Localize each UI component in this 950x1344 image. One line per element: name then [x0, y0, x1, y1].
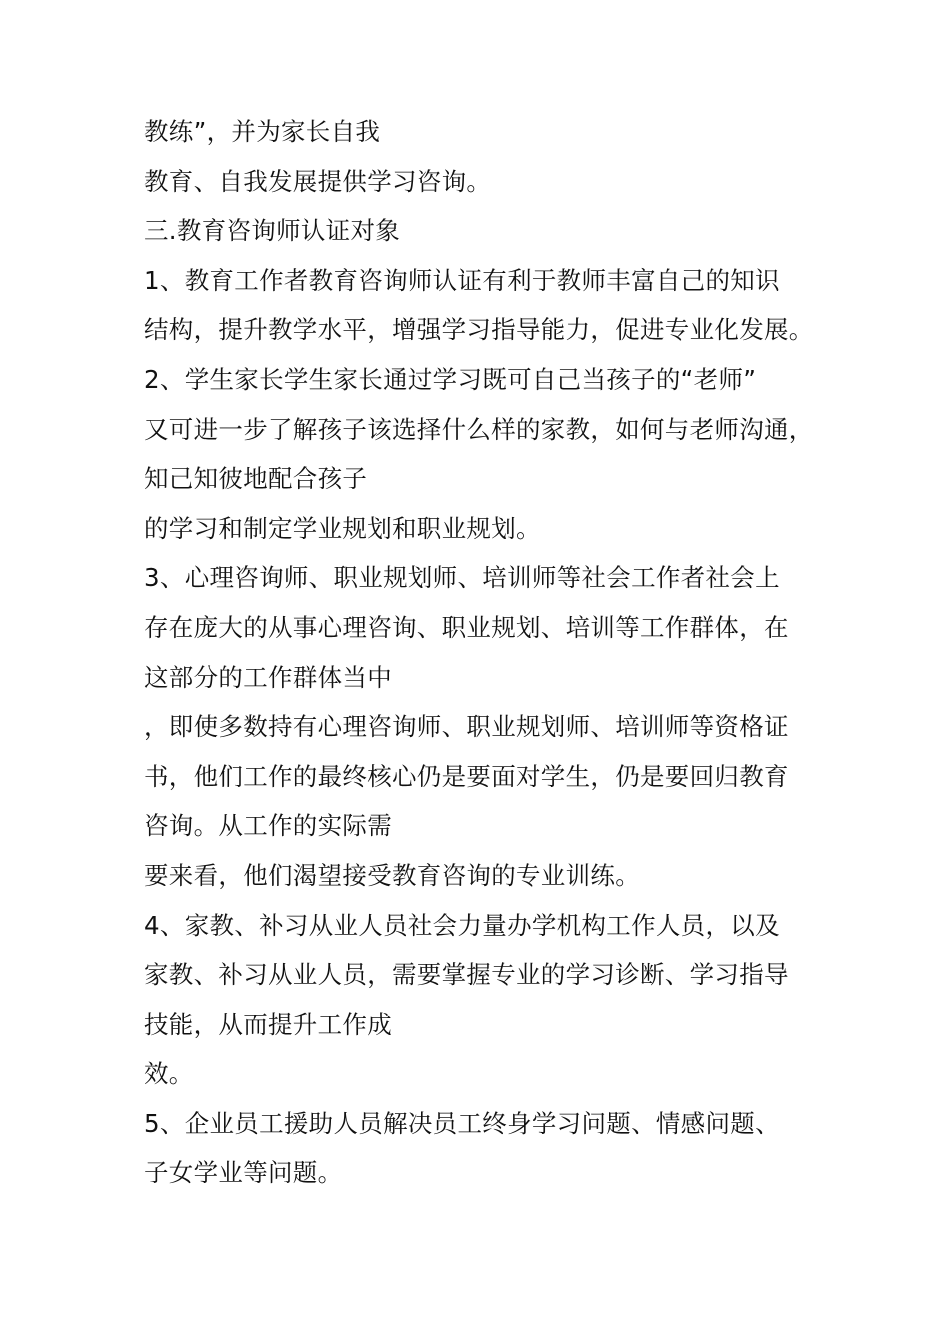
text-line: 知己知彼地配合孩子 [144, 464, 368, 494]
text-line: 2、学生家长学生家长通过学习既可自己当孩子的“老师” [144, 364, 757, 394]
text-line: 教育、自我发展提供学习咨询。 [144, 166, 492, 196]
text-line: 5、企业员工援助人员解决员工终身学习问题、情感问题、 [144, 1108, 780, 1138]
text-line: ，即使多数持有心理咨询师、职业规划师、培训师等资格证 [144, 712, 789, 742]
text-line: 这部分的工作群体当中 [144, 662, 392, 692]
text-line: 教练”，并为家长自我 [144, 117, 381, 146]
text-line: 子女学业等问题。 [144, 1158, 343, 1188]
text-line: 咨询。从工作的实际需 [144, 811, 392, 841]
text-line: 又可进一步了解孩子该选择什么样的家教，如何与老师沟通， [144, 414, 814, 444]
text-line: 技能，从而提升工作成 [144, 1009, 392, 1039]
section-heading: 三.教育咨询师认证对象 [144, 216, 401, 246]
text-line: 的学习和制定学业规划和职业规划。 [144, 513, 541, 543]
document-body [144, 107, 834, 1198]
text-line: 存在庞大的从事心理咨询、职业规划、培训等工作群体，在 [144, 612, 789, 642]
text-line: 3、心理咨询师、职业规划师、培训师等社会工作者社会上 [144, 563, 780, 593]
text-line: 书，他们工作的最终核心仍是要面对学生，仍是要回归教育 [144, 761, 789, 791]
text-line: 1、教育工作者教育咨询师认证有利于教师丰富自己的知识 [144, 265, 780, 295]
text-line: 4、家教、补习从业人员社会力量办学机构工作人员，以及 [144, 910, 780, 940]
text-line: 要来看，他们渴望接受教育咨询的专业训练。 [144, 860, 640, 890]
text-line: 结构，提升教学水平，增强学习指导能力，促进专业化发展。 [144, 315, 814, 345]
text-line: 家教、补习从业人员，需要掌握专业的学习诊断、学习指导 [144, 960, 789, 990]
text-line: 效。 [144, 1059, 194, 1089]
